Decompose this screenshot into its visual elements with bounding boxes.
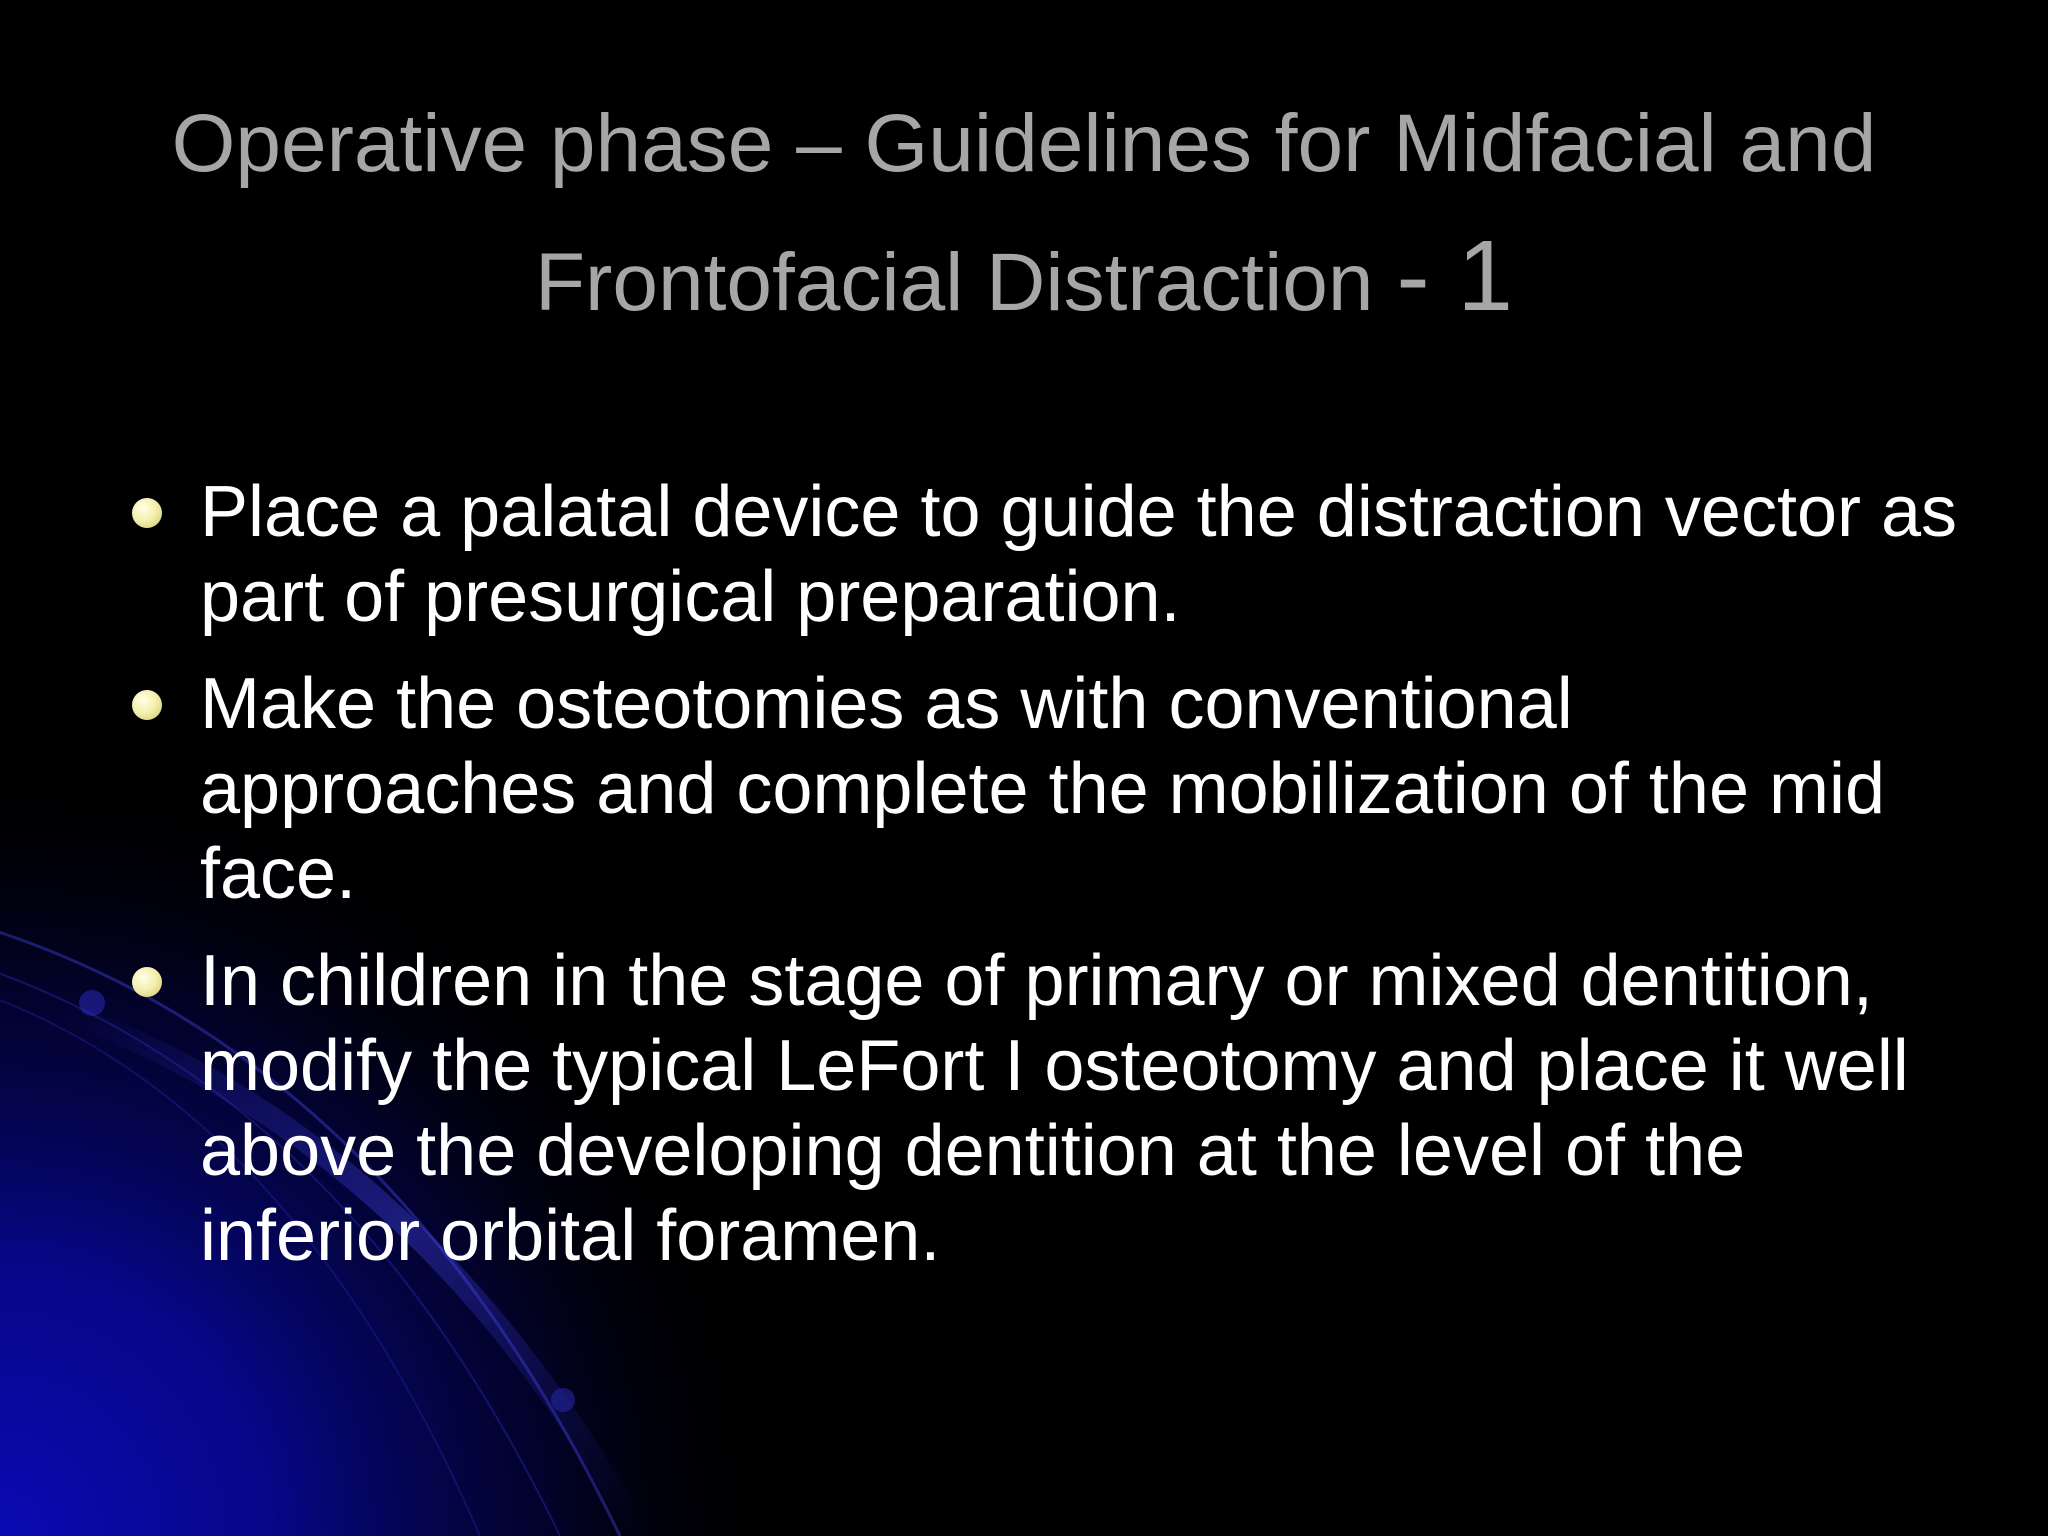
slide-title xyxy=(120,78,1928,349)
bullet-list xyxy=(200,470,1960,1301)
bullet-dot-icon xyxy=(132,690,162,720)
slide-title-suffix: - 1 xyxy=(1396,220,1514,332)
bullet-dot-icon xyxy=(132,967,162,997)
bullet-item xyxy=(200,662,1960,917)
bullet-text: Place a palatal device to guide the distraction vector as part of presurgical preparation. xyxy=(200,472,1958,637)
slide-title-text: Operative phase – Guidelines for Midfacial and Frontofacial Distraction xyxy=(171,98,1877,328)
bullet-item xyxy=(200,939,1960,1279)
bullet-text: In children in the stage of primary or mixed dentition, modify the typical LeFort I osteotomy and place it well above the developing dentition at the level of the inferior orbital foramen. xyxy=(200,941,1909,1276)
bullet-text: Make the osteotomies as with conventional approaches and complete the mobilization of the mid face. xyxy=(200,664,1886,914)
bullet-dot-icon xyxy=(132,498,162,528)
bullet-item xyxy=(200,470,1960,640)
